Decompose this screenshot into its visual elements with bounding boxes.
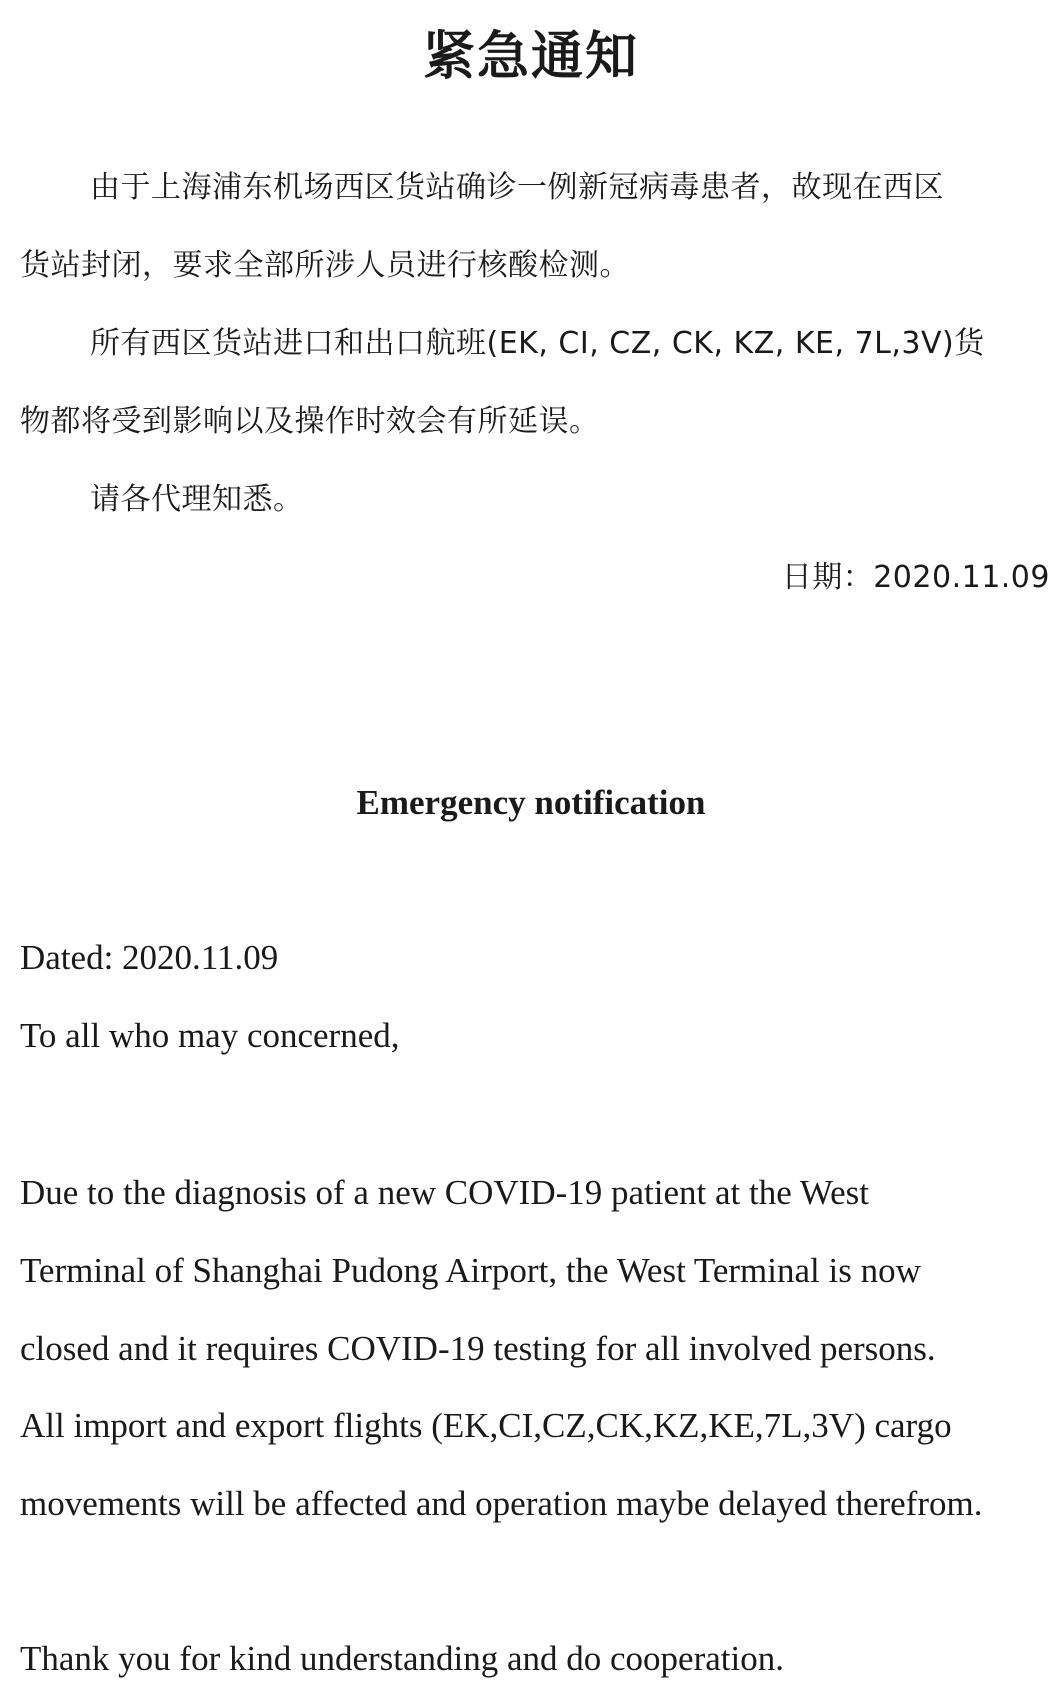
english-greeting: To all who may concerned, [20, 1016, 400, 1055]
chinese-paragraph-2-line-1: 所有西区货站进口和出口航班(EK, CI, CZ, CK, KZ, KE, 7L,3V)货 [90, 326, 985, 361]
chinese-paragraph-1-line-2: 货站封闭，要求全部所涉人员进行核酸检测。 [20, 248, 630, 283]
english-paragraph-line-2: Terminal of Shanghai Pudong Airport, the West Terminal is now [20, 1251, 921, 1290]
chinese-title: 紧急通知 [422, 27, 639, 87]
english-thanks: Thank you for kind understanding and do cooperation. [20, 1639, 784, 1678]
english-paragraph-line-1: Due to the diagnosis of a new COVID-19 patient at the West [20, 1173, 869, 1212]
chinese-date: 日期：2020.11.09 [781, 560, 1050, 595]
chinese-paragraph-3: 请各代理知悉。 [90, 482, 304, 517]
english-title: Emergency notification [356, 783, 706, 822]
english-paragraph-line-4: All import and export flights (EK,CI,CZ,CK,KZ,KE,7L,3V) cargo [20, 1406, 952, 1445]
english-paragraph-line-3: closed and it requires COVID-19 testing for all involved persons. [20, 1329, 936, 1368]
chinese-paragraph-2-line-2: 物都将受到影响以及操作时效会有所延误。 [20, 404, 600, 439]
chinese-paragraph-1-line-1: 由于上海浦东机场西区货站确诊一例新冠病毒患者，故现在西区 [90, 170, 944, 205]
english-paragraph-line-5: movements will be affected and operation maybe delayed therefrom. [20, 1484, 983, 1523]
english-dated: Dated: 2020.11.09 [20, 938, 279, 977]
